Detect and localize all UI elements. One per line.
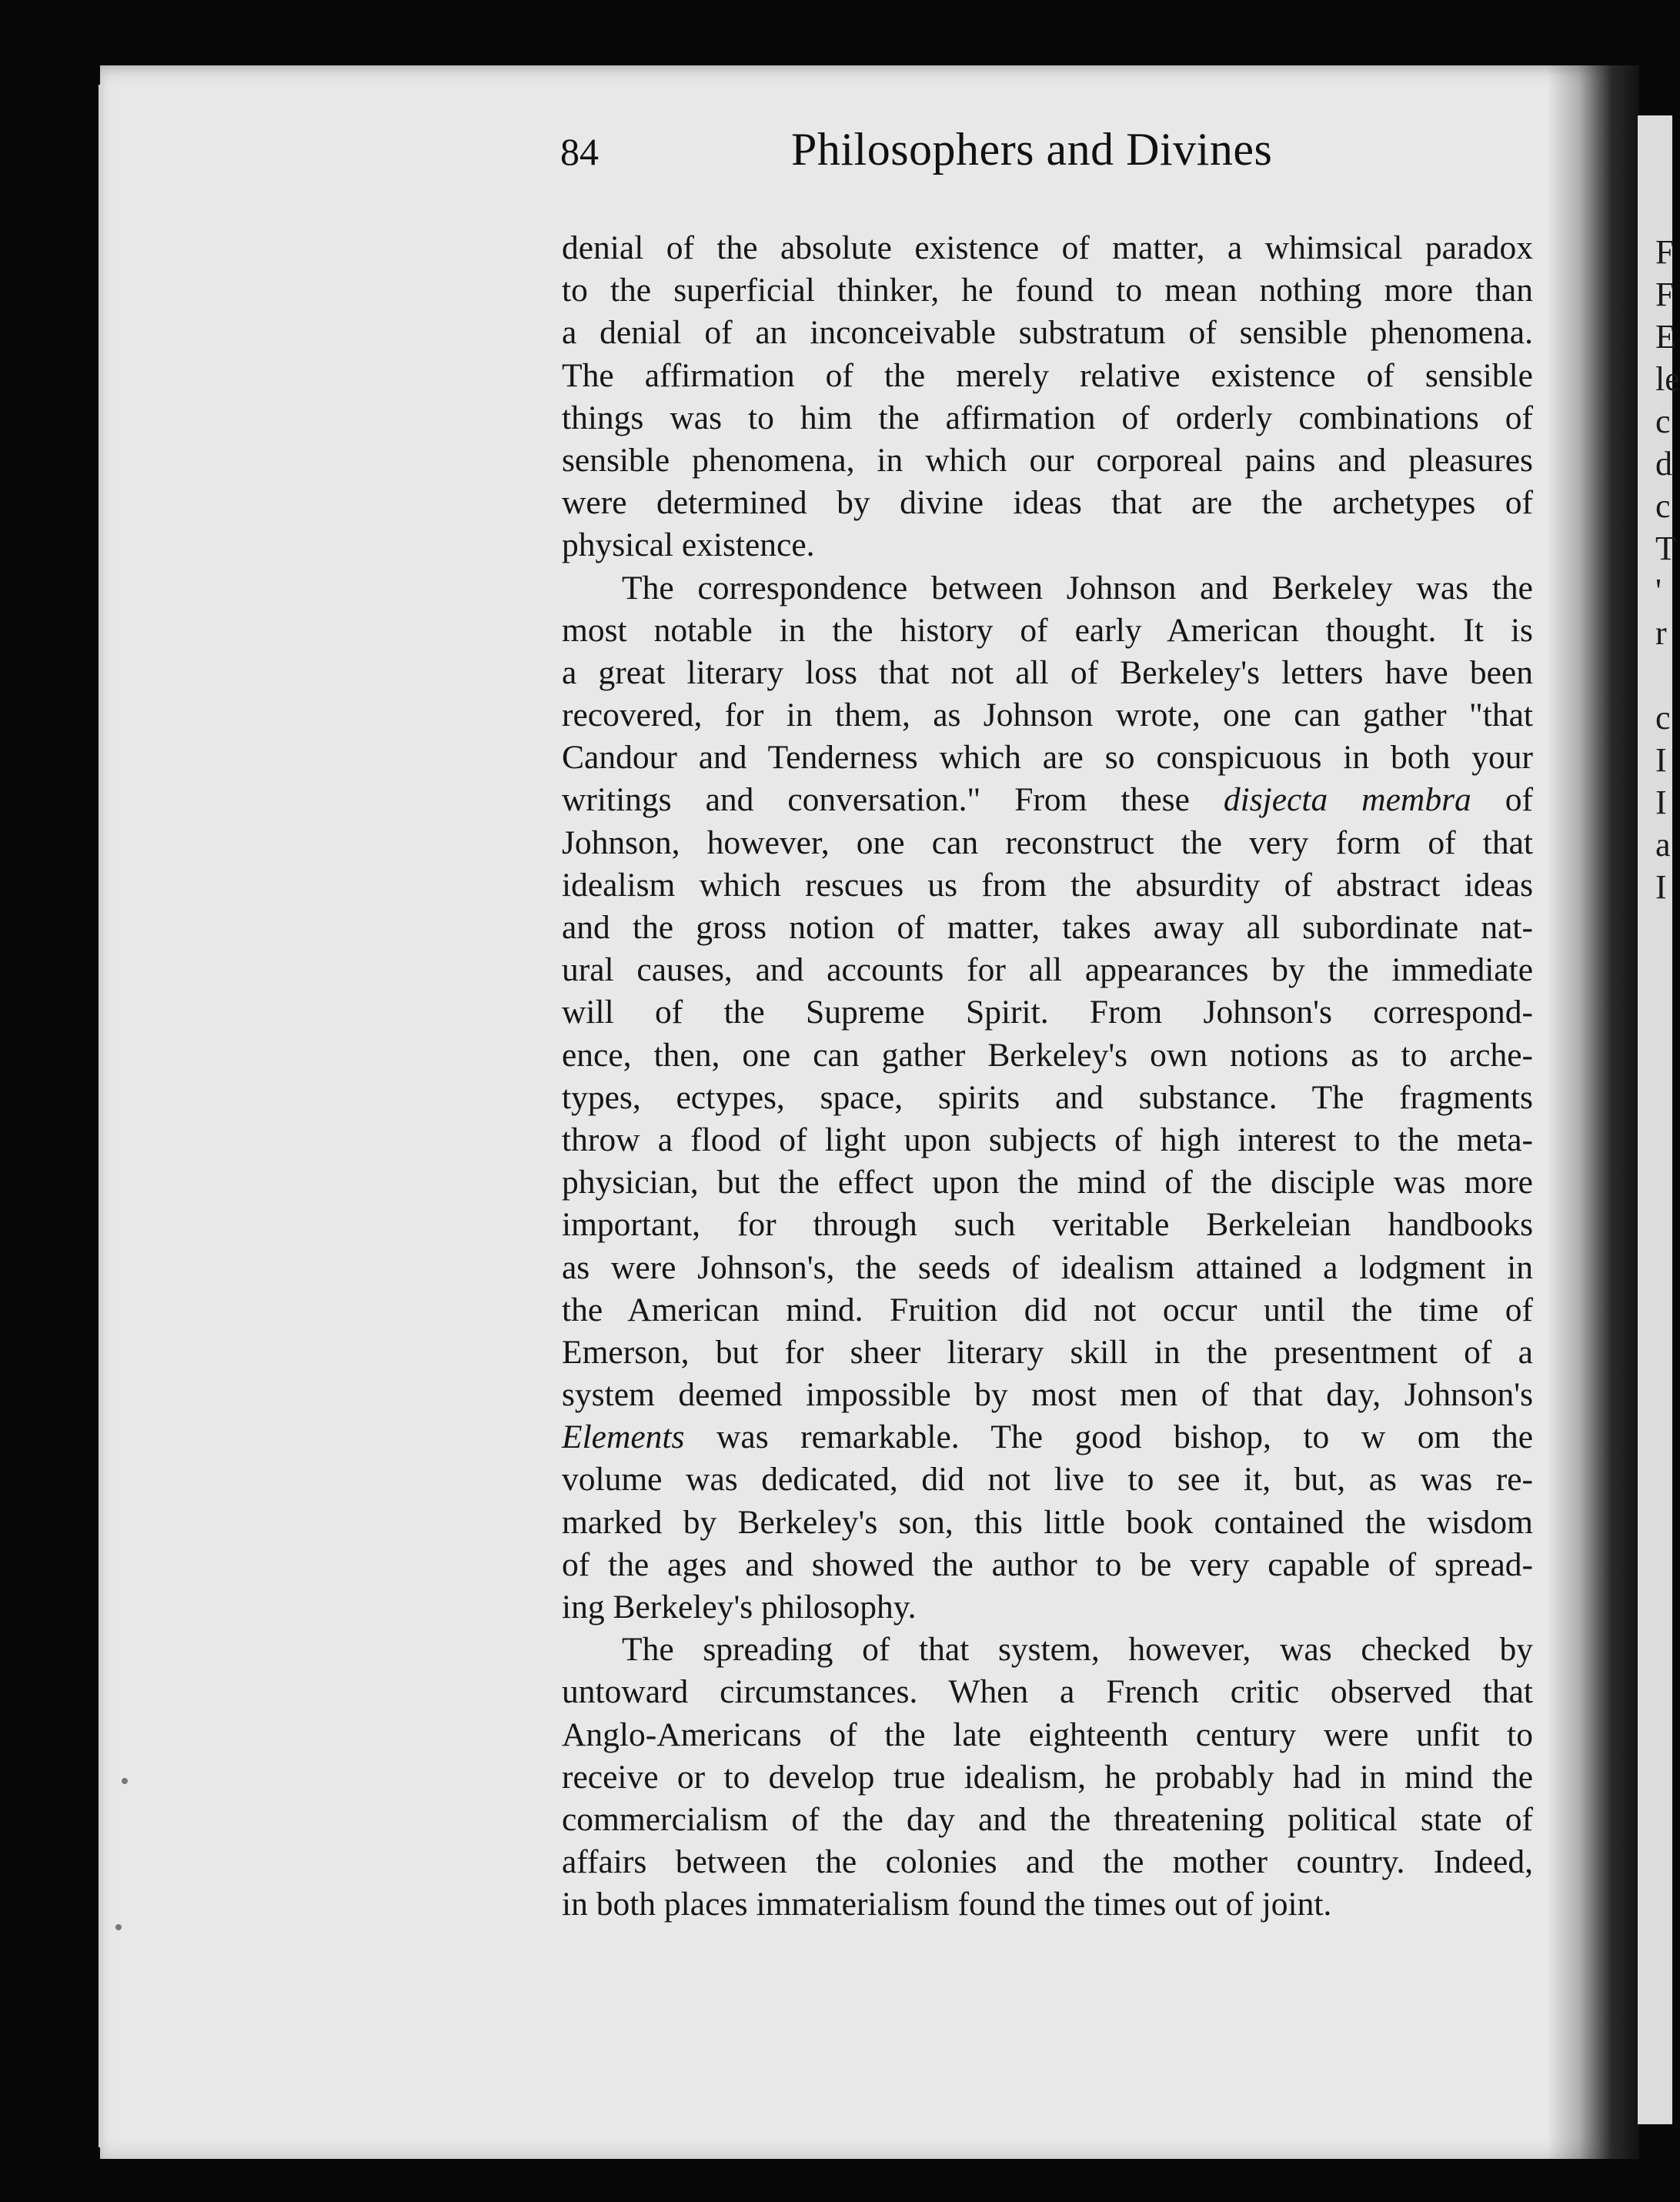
body-text	[562, 227, 1533, 1926]
italic-term: disjecta membra	[1223, 781, 1471, 819]
text-line: a great literary loss that not all of Berkeley's letters have been	[562, 653, 1533, 691]
page-number: 84	[560, 130, 599, 173]
text-line: The correspondence between Johnson and Berkeley was the	[622, 569, 1533, 606]
text-line: The affirmation of the merely relative existence of sensible	[562, 356, 1533, 394]
speck-mark	[115, 1924, 122, 1930]
facing-page-text-fragments	[1655, 231, 1678, 908]
facing-page-fragment: d	[1655, 445, 1672, 483]
text-line: volume was dedicated, did not live to see it, but, as was re-	[562, 1461, 1533, 1499]
facing-page-fragment	[1655, 654, 1678, 697]
text-line: denial of the absolute existence of matter, a whimsical paradox	[562, 229, 1533, 266]
text-line: Anglo-Americans of the late eighteenth century were unfit to	[562, 1716, 1533, 1753]
text-line: The spreading of that system, however, was checked by	[622, 1631, 1533, 1669]
text-line: ence, then, one can gather Berkeley's own notions as to arche-	[562, 1036, 1533, 1074]
facing-page-fragment: a	[1655, 826, 1671, 864]
text-line: things was to him the affirmation of orderly combinations of	[562, 399, 1533, 436]
text-line: will of the Supreme Spirit. From Johnson's correspond-	[562, 994, 1533, 1031]
running-header	[560, 123, 1530, 185]
text-line: physical existence.	[562, 526, 815, 564]
facing-page-fragment: r	[1655, 614, 1667, 652]
facing-page-fragment: F	[1655, 233, 1675, 271]
text-line: Johnson, however, one can reconstruct the very form of that	[562, 824, 1533, 861]
text-line: idealism which rescues us from the absurdity of abstract ideas	[562, 866, 1533, 904]
text-line: affairs between the colonies and the mother country. Indeed,	[562, 1843, 1533, 1881]
italic-term: Elements	[562, 1418, 685, 1456]
text-line: the American mind. Fruition did not occur until the time of	[562, 1291, 1533, 1328]
text-line: Candour and Tenderness which are so conspicuous in both your	[562, 739, 1533, 777]
text-line: ural causes, and accounts for all appearances by the immediate	[562, 951, 1533, 989]
text-line	[562, 1416, 1533, 1459]
text-line: marked by Berkeley's son, this little book contained the wisdom	[562, 1503, 1533, 1541]
facing-page-fragment: I	[1655, 741, 1667, 779]
facing-page-fragment: F	[1655, 276, 1675, 313]
text-segment: was remarkable. The good bishop, to w om the	[684, 1418, 1533, 1456]
facing-page-fragment: T	[1655, 530, 1676, 567]
text-line: and the gross notion of matter, takes away all subordinate nat-	[562, 909, 1533, 946]
text-line: were determined by divine ideas that are the archetypes of	[562, 484, 1533, 522]
text-segment: writings and conversation." From these	[562, 781, 1224, 819]
running-title: Philosophers and Divines	[791, 124, 1273, 175]
text-line: most notable in the history of early American thought. It is	[562, 611, 1533, 649]
text-line: commercialism of the day and the threatening political state of	[562, 1800, 1533, 1838]
book-binding-shadow	[1547, 65, 1639, 2159]
text-line: to the superficial thinker, he found to mean nothing more than	[562, 272, 1533, 309]
text-line: types, ectypes, space, spirits and substance. The fragments	[562, 1078, 1533, 1116]
text-line: physician, but the effect upon the mind of the disciple was more	[562, 1164, 1533, 1201]
facing-page-fragment: c	[1655, 487, 1671, 525]
facing-page-fragment: le	[1655, 360, 1680, 398]
text-line: important, for through such veritable Berkeleian handbooks	[562, 1206, 1533, 1244]
text-line: ing Berkeley's philosophy.	[562, 1589, 917, 1626]
text-line: Emerson, but for sheer literary skill in the presentment of a	[562, 1333, 1533, 1371]
text-line: system deemed impossible by most men of that day, Johnson's	[562, 1376, 1533, 1414]
speck-mark	[122, 1778, 128, 1784]
text-line: a denial of an inconceivable substratum of sensible phenomena.	[562, 314, 1533, 352]
text-line: throw a flood of light upon subjects of high interest to the meta-	[562, 1121, 1533, 1158]
facing-page-fragment: E	[1655, 318, 1676, 356]
text-segment: of	[1471, 781, 1533, 819]
facing-page-fragment: I	[1655, 868, 1667, 906]
facing-page-fragment: I	[1655, 784, 1667, 821]
facing-page-fragment: c	[1655, 699, 1671, 737]
text-line: receive or to develop true idealism, he probably had in mind the	[562, 1758, 1533, 1796]
facing-page-fragment: '	[1655, 572, 1662, 610]
text-line	[562, 779, 1533, 821]
text-line: sensible phenomena, in which our corporeal pains and pleasures	[562, 441, 1533, 479]
text-line: in both places immaterialism found the times out of joint.	[562, 1886, 1332, 1923]
text-line: of the ages and showed the author to be very capable of spread-	[562, 1545, 1533, 1583]
text-line: untoward circumstances. When a French critic observed that	[562, 1673, 1533, 1711]
facing-page-fragment: c	[1655, 403, 1671, 440]
text-line: as were Johnson's, the seeds of idealism attained a lodgment in	[562, 1248, 1533, 1286]
text-line: recovered, for in them, as Johnson wrote, one can gather "that	[562, 697, 1533, 734]
